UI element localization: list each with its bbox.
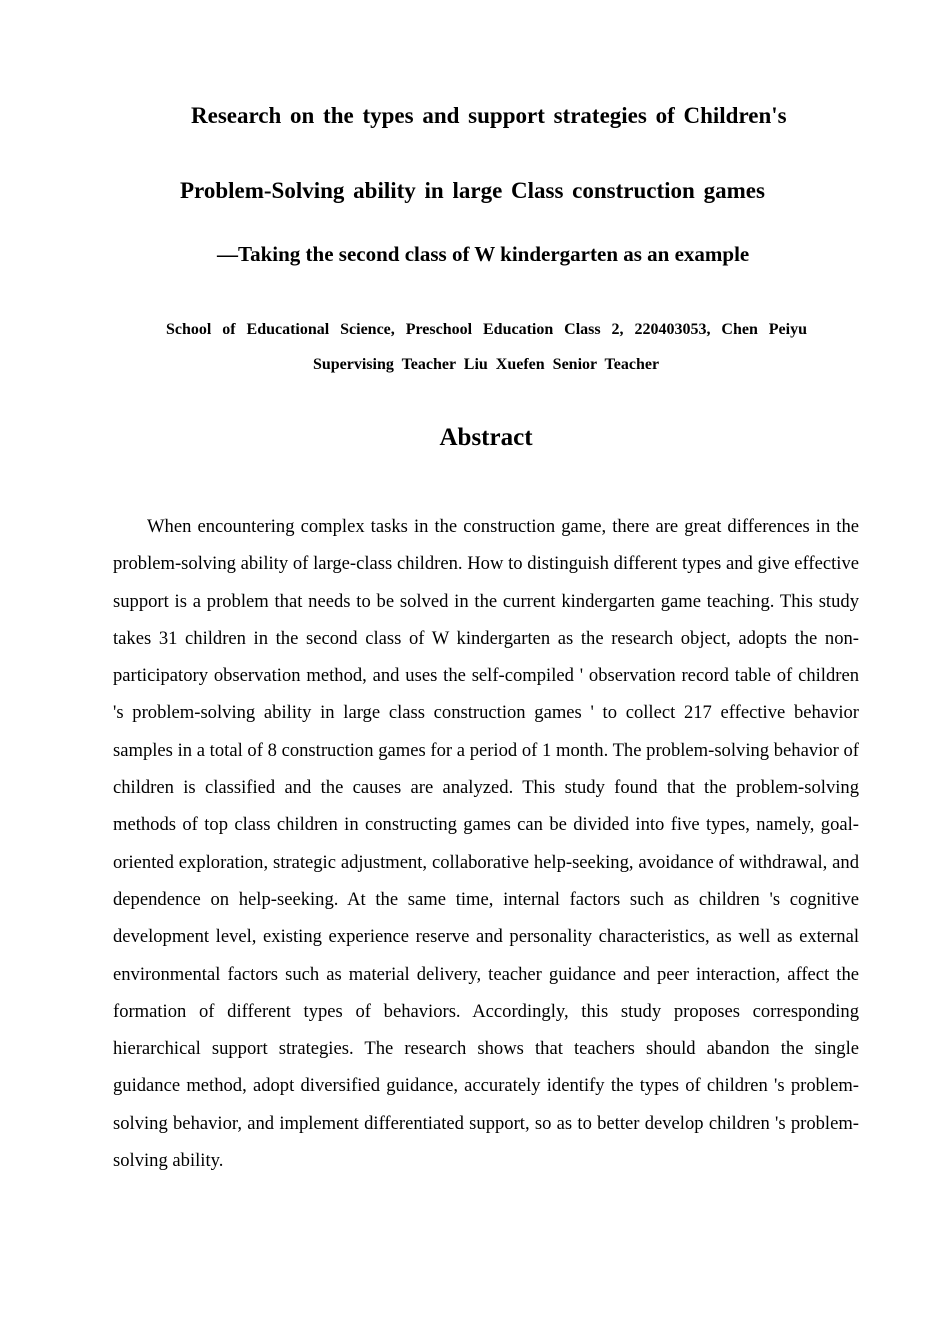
paper-title-line-1: Research on the types and support strategies of Children's [191, 103, 787, 128]
abstract-heading: Abstract [439, 424, 533, 451]
paper-title-line-2: Problem-Solving ability in large Class construction games [180, 178, 765, 203]
supervisor-line: Supervising Teacher Liu Xuefen Senior Teacher [312, 356, 660, 373]
author-affiliation: School of Educational Science, Preschool Education Class 2, 220403053, Chen Peiyu [166, 321, 807, 338]
abstract-body: When encountering complex tasks in the construction game, there are great differences in the problem-solving ability of large-class children. How to distinguish different types and give effective support is a problem that needs to be solved in the current kindergarten game teaching. This study takes 31 children in the second class of W kindergarten as the research object, adopts the non-participatory observation method, and uses the self-compiled ' observation record table of children 's problem-solving ability in large class construction games ' to collect 217 effective behavior samples in a total of 8 construction games for a period of 1 month. The problem-solving behavior of children is classified and the causes are analyzed. This study found that the problem-solving methods of top class children in constructing games can be divided into five types, namely, goal-oriented exploration, strategic adjustment, collaborative help-seeking, avoidance of withdrawal, and dependence on help-seeking. At the same time, internal factors such as children 's cognitive development level, existing experience reserve and personality characteristics, as well as external environmental factors such as material delivery, teacher guidance and peer interaction, affect the formation of different types of behaviors. Accordingly, this study proposes corresponding hierarchical support strategies. The research shows that teachers should abandon the single guidance method, adopt diversified guidance, accurately identify the types of children 's problem-solving behavior, and implement differentiated support, so as to better develop children 's problem-solving ability. [113, 516, 859, 1172]
paper-subtitle: —Taking the second class of W kindergarten as an example [217, 242, 750, 266]
